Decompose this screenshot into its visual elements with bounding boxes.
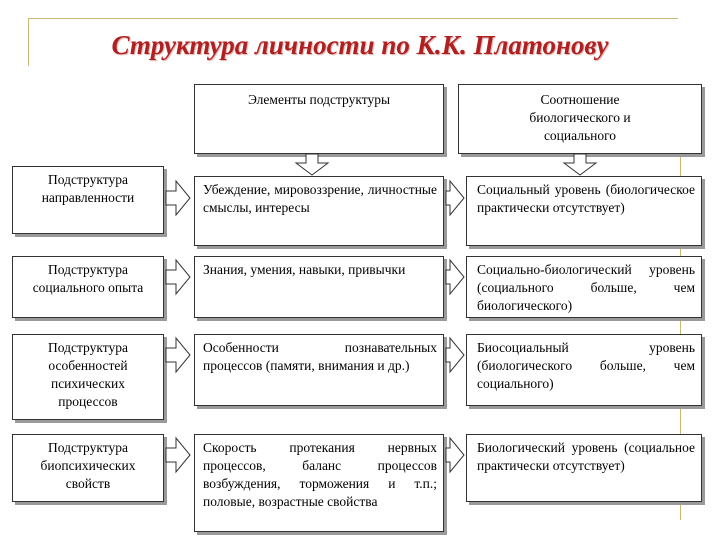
page-title: Структура личности по К.К. Платонову bbox=[111, 30, 609, 60]
right-arrow-row-3-right-icon bbox=[446, 338, 464, 372]
down-arrow-ratio-icon bbox=[564, 154, 596, 175]
right-arrow-row-1-right-icon bbox=[446, 181, 464, 215]
row-2-elements: Знания, умения, навыки, привычки bbox=[203, 262, 406, 277]
right-arrow-row-4-right-icon bbox=[446, 438, 464, 472]
row-3-label: Подструктура особенностей психических процессов bbox=[48, 340, 128, 409]
right-arrow-row-4-left-icon bbox=[166, 438, 190, 472]
right-arrow-row-2-right-icon bbox=[446, 260, 464, 294]
down-arrow-elements-icon bbox=[296, 154, 328, 175]
row-4-ratio: Биологический уровень (социальное практически отсутствует) bbox=[477, 440, 695, 473]
right-arrow-row-3-left-icon bbox=[166, 338, 190, 372]
row-2-ratio: Социально-биологический уровень (социального больше, чем биологического) bbox=[477, 262, 695, 313]
right-arrow-row-1-left-icon bbox=[166, 181, 190, 215]
row-1-label: Подструктура направленности bbox=[41, 172, 135, 205]
row-4-label: Подструктура биопсихических свойств bbox=[40, 440, 136, 491]
header-ratio-label: Соотношение биологического и социального bbox=[529, 92, 631, 143]
row-3-elements: Особенности познавательных процессов (памяти, внимания и др.) bbox=[203, 340, 437, 373]
header-elements-label: Элементы подструктуры bbox=[247, 92, 391, 107]
right-arrow-row-2-left-icon bbox=[166, 260, 190, 294]
row-2-label: Подструктура социального опыта bbox=[32, 262, 144, 295]
row-1-ratio: Социальный уровень (биологическое практически отсутствует) bbox=[477, 182, 695, 215]
row-4-elements: Скорость протекания нервных процессов, баланс процессов возбуждения, торможения и т.п.; половые, возрастные свойства bbox=[203, 440, 437, 509]
row-1-elements: Убеждение, мировоззрение, личностные смыслы, интересы bbox=[203, 182, 437, 215]
row-3-ratio: Биосоциальный уровень (биологического больше, чем социального) bbox=[477, 340, 695, 391]
